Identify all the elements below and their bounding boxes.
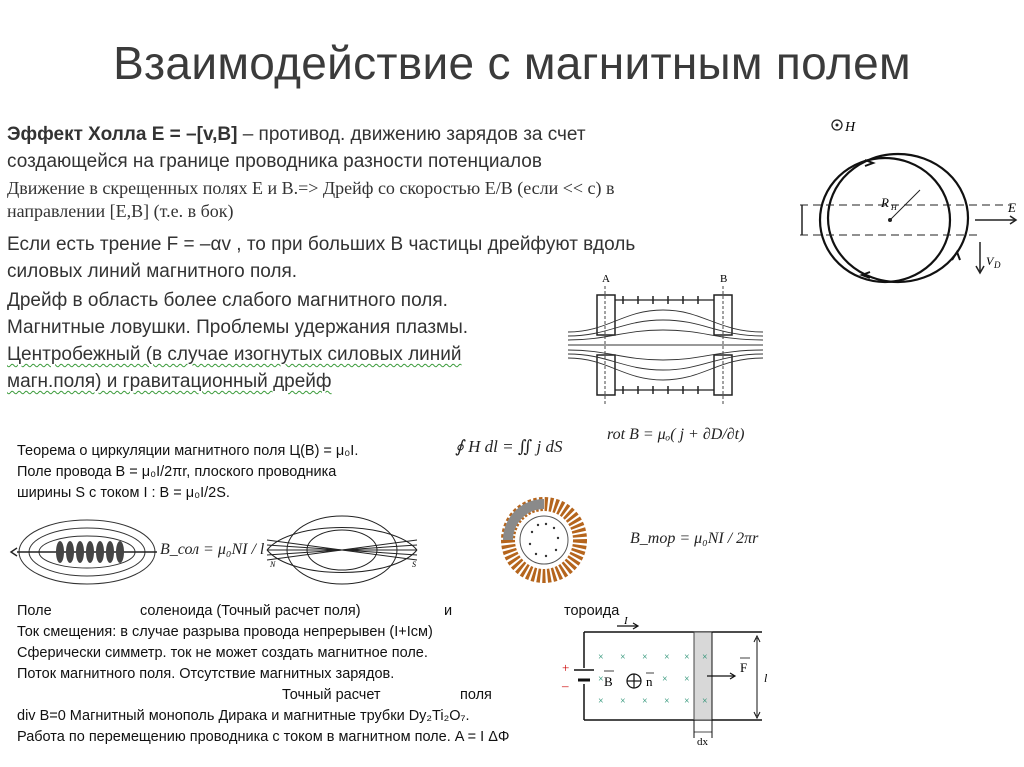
- rh-label: R: [881, 195, 889, 210]
- conductor-work-diagram: [562, 615, 782, 750]
- svg-text:×: ×: [664, 652, 670, 663]
- length-l-label: l: [764, 671, 768, 685]
- svg-text:×: ×: [598, 674, 604, 685]
- minus-sign: –: [562, 678, 569, 693]
- friction-line-2: силовых линий магнитного поля.: [7, 261, 298, 282]
- solenoid-diagram: [15, 512, 160, 592]
- svg-text:×: ×: [598, 696, 604, 707]
- force-f-label: F: [740, 660, 748, 675]
- h-label: H: [845, 120, 856, 135]
- displacement-current: Ток смещения: в случае разрыва провода непрерывен (I+Iсм): [17, 624, 433, 640]
- circulation-line-3: ширины S с током I : B = μ₀I/2S.: [17, 485, 230, 501]
- coil-b-label: B: [720, 273, 728, 285]
- bar-magnet-field-diagram: [262, 505, 422, 595]
- e-label: E: [1008, 200, 1016, 215]
- work-on-conductor: Работа по перемещению проводника с током в магнитном поле. A = I ΔΦ: [17, 729, 510, 745]
- toroid-formula: B_тор = μ₀NI / 2πr: [630, 530, 759, 547]
- svg-text:×: ×: [642, 696, 648, 707]
- svg-text:×: ×: [684, 674, 690, 685]
- magnetic-trap-diagram: [568, 270, 768, 410]
- current-i-label: I: [624, 615, 628, 627]
- crossed-fields-text: [7, 177, 777, 223]
- centrifugal-line-2: магн.поля) и гравитационный дрейф: [7, 371, 332, 392]
- exact-calculation-line: Точный расчет поля: [282, 687, 492, 703]
- magnetic-flux: Поток магнитного поля. Отсутствие магнитных зарядов.: [17, 666, 395, 682]
- crossed-line-1: Движение в скрещенных полях E и B.=> Дрейф со скоростью E/B (если << c) в: [7, 178, 615, 198]
- drift-circles-diagram: [770, 110, 1020, 290]
- circulation-line-2: Поле провода B = μ₀I/2πr, плоского проводника: [17, 464, 337, 480]
- svg-text:×: ×: [702, 652, 708, 663]
- svg-text:×: ×: [620, 696, 626, 707]
- div-b-monopole: div B=0 Магнитный монополь Дирака и магнитные трубки Dy₂Ti₂O₇.: [17, 708, 470, 724]
- dx-label: dx: [697, 736, 708, 748]
- svg-text:D: D: [994, 260, 1001, 270]
- circulation-text: [17, 441, 457, 504]
- bottom-text: [17, 601, 657, 748]
- rot-b-formula: rot B = μₒ( j + ∂D/∂t): [607, 426, 745, 443]
- toroid-diagram: [488, 498, 600, 582]
- svg-text:×: ×: [702, 696, 708, 707]
- circulation-integral: ∮ H dl = ∬ j dS: [455, 437, 563, 456]
- spherical-symmetry: Сферически симметр. ток не может создать магнитное поле.: [17, 645, 428, 661]
- svg-text:×: ×: [662, 674, 668, 685]
- svg-text:×: ×: [684, 696, 690, 707]
- orbit-circle-1: [820, 158, 950, 282]
- svg-text:×: ×: [642, 652, 648, 663]
- coil-a-label: A: [602, 273, 610, 285]
- centrifugal-line-1: Центробежный (в случае изогнутых силовых линий: [7, 344, 462, 365]
- circulation-line-1: Теорема о циркуляции магнитного поля Ц(B) = μ₀I.: [17, 443, 359, 459]
- field-crosses: [598, 652, 708, 707]
- hall-effect-text: [7, 121, 767, 175]
- magnetic-traps: Магнитные ловушки. Проблемы удержания плазмы.: [7, 317, 469, 338]
- solenoid-coils: [56, 541, 124, 563]
- solenoid-toroid-line: Поле соленоида (Точный расчет поля) и тороида: [17, 603, 620, 619]
- b-vector-label: B: [604, 674, 613, 689]
- vd-label: V: [986, 254, 994, 268]
- pole-n-label: N: [270, 560, 276, 569]
- hall-line-1: Эффект Холла E = –[v,B] – противод. движению зарядов за счет: [7, 124, 586, 145]
- svg-text:H: H: [891, 203, 897, 212]
- svg-text:×: ×: [620, 652, 626, 663]
- svg-text:×: ×: [664, 696, 670, 707]
- plus-sign: +: [562, 660, 570, 675]
- slide-title: Взаимодействие с магнитным полем: [113, 37, 911, 89]
- friction-line-1: Если есть трение F = –αv , то при больших B частицы дрейфуют вдоль: [7, 234, 636, 255]
- svg-text:×: ×: [684, 652, 690, 663]
- pole-s-label: S: [412, 560, 416, 569]
- n-vector-label: n: [646, 674, 653, 689]
- hall-line-2: создающейся на границе проводника разности потенциалов: [7, 151, 542, 172]
- svg-text:×: ×: [598, 652, 604, 663]
- solenoid-formula: B_сол = μ₀NI / l: [160, 541, 265, 558]
- weak-field-drift: Дрейф в область более слабого магнитного поля.: [7, 290, 448, 311]
- orbit-circle-2: [828, 154, 968, 282]
- crossed-line-2: направлении [E,B] (т.е. в бок): [7, 201, 234, 221]
